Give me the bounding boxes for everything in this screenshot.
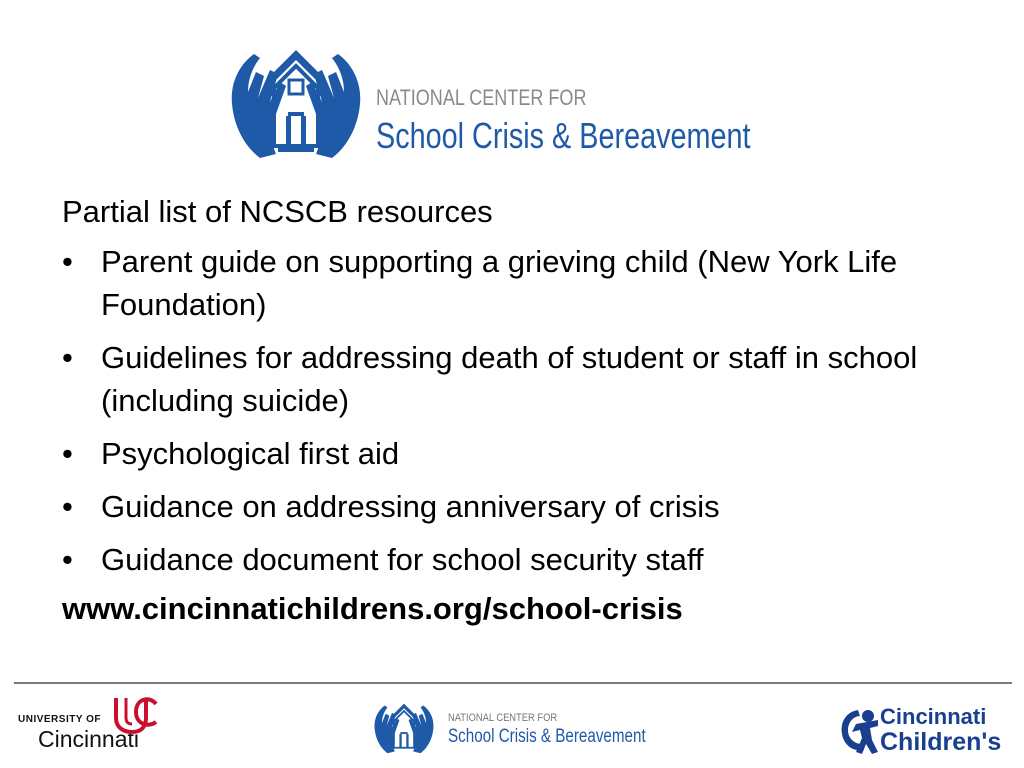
resource-list [62, 240, 992, 581]
footer-divider [14, 682, 1012, 684]
content-heading: Partial list of NCSCB resources [62, 194, 493, 229]
cincinnati-childrens-figure-icon [838, 706, 880, 756]
ncscb-footer-logo [370, 700, 670, 756]
hands-house-logo-icon [226, 42, 366, 164]
list-item [62, 432, 992, 475]
uc-logo-small-text: UNIVERSITY OF [18, 714, 101, 725]
university-of-cincinnati-logo [18, 692, 158, 758]
list-item [62, 538, 992, 581]
cincinnati-childrens-logo [838, 704, 1018, 760]
bullet-icon: • [62, 542, 73, 577]
list-item-text: Guidelines for addressing death of student or staff in school (including suicide) [101, 340, 918, 418]
list-item [62, 485, 992, 528]
bullet-icon: • [62, 244, 73, 279]
uc-logo-big-text: Cincinnati [38, 726, 139, 752]
ncscb-footer-line1: NATIONAL CENTER FOR [448, 712, 558, 724]
bullet-icon: • [62, 489, 73, 524]
header-logo-text [376, 86, 844, 158]
resource-url-link[interactable]: www.cincinnatichildrens.org/school-crisis [62, 591, 683, 626]
list-item-text: Parent guide on supporting a grieving child (New York Life Foundation) [101, 244, 898, 322]
ncscb-footer-line2: School Crisis & Bereavement [448, 726, 646, 747]
list-item-text: Guidance on addressing anniversary of crisis [101, 489, 720, 524]
bullet-icon: • [62, 436, 73, 471]
slide-content [62, 190, 992, 631]
cch-logo-line2: Children's [880, 728, 1002, 756]
list-item-text: Psychological first aid [101, 436, 400, 471]
logo-line1: NATIONAL CENTER FOR [376, 85, 587, 110]
uc-monogram-icon [112, 694, 158, 734]
list-item [62, 240, 992, 326]
bullet-icon: • [62, 340, 73, 375]
list-item [62, 336, 992, 422]
hands-house-small-icon [370, 700, 438, 756]
list-item-text: Guidance document for school security staff [101, 542, 704, 577]
logo-line2: School Crisis & Bereavement [376, 115, 751, 156]
cch-logo-line1: Cincinnati [880, 704, 987, 729]
